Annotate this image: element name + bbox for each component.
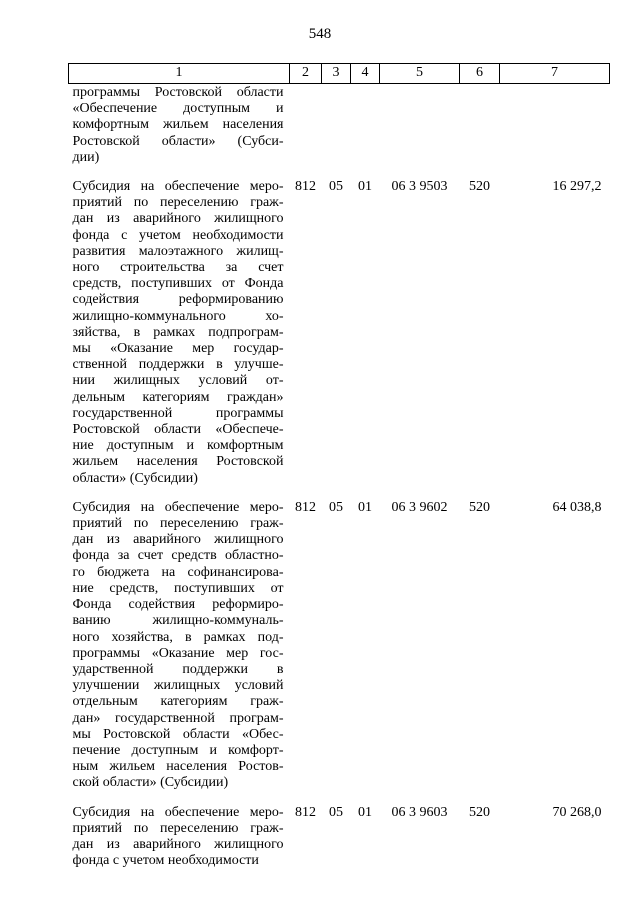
item-name-cell: [69, 499, 290, 804]
item-name-cell: [69, 178, 290, 499]
item-name-line: ской области» (Субсидии): [72, 775, 229, 791]
item-name-line: дан» государственной програм-: [72, 710, 284, 726]
table-row: [69, 84, 610, 179]
header-col-5: 5: [380, 64, 460, 84]
table-row: [69, 499, 610, 804]
header-col-7: 7: [500, 64, 610, 84]
table-row: [69, 804, 610, 882]
item-name-line: нии жилищных условий от-: [72, 373, 284, 389]
item-name-line: фонда за счет средств областно-: [72, 548, 284, 564]
item-name-line: государственной программы: [72, 405, 284, 421]
section-cell: 05: [329, 804, 343, 820]
table-row: [69, 178, 610, 499]
item-name-line: мы «Оказание мер государ-: [72, 341, 284, 357]
item-name-line: го бюджета на софинансирова-: [72, 564, 284, 580]
item-name-line: развития малоэтажного жилищ-: [72, 243, 284, 259]
gov-code-cell: 812: [295, 804, 316, 820]
item-name-line: фонда с учетом необходимости: [72, 227, 284, 243]
item-name-line: приятий по переселению граж-: [72, 195, 284, 211]
subsection-cell: [351, 84, 380, 179]
item-name-line: ственной поддержки в улучше-: [72, 357, 284, 373]
item-name-line: «Обеспечение доступным и: [72, 101, 284, 117]
item-name-line: программы Ростовской области: [72, 85, 284, 100]
item-name-line: ванию жилищно-коммуналь-: [72, 613, 284, 629]
amount-cell: 16 297,2: [552, 179, 602, 195]
amount-cell: 64 038,8: [552, 499, 602, 515]
item-name-line: ние средств, поступивших от: [72, 580, 284, 596]
subsection-cell: 01: [358, 179, 372, 195]
expense-type-cell: 520: [469, 804, 490, 820]
item-name-line: жилищно-коммунального хо-: [72, 308, 284, 324]
target-article-cell: [380, 84, 460, 179]
section-cell: 05: [329, 499, 343, 515]
item-name-line: Субсидия на обеспечение меро-: [72, 804, 284, 820]
item-name-line: зяйства, в рамках подпрограм-: [72, 324, 284, 340]
header-col-6: 6: [460, 64, 500, 84]
item-name-line: дан из аварийного жилищного: [72, 836, 284, 852]
item-name-line: содействия реформированию: [72, 292, 284, 308]
subsection-cell: 01: [358, 499, 372, 515]
item-name-line: отдельным категориям граж-: [72, 694, 284, 710]
item-name-line: мы Ростовской области «Обес-: [72, 726, 284, 742]
item-name-line: дан из аварийного жилищного: [72, 532, 284, 548]
budget-table: [68, 63, 610, 881]
item-name-line: средств, поступивших от Фонда: [72, 276, 284, 292]
gov-code-cell: 812: [295, 499, 316, 515]
section-cell: 05: [329, 179, 343, 195]
header-col-2: 2: [290, 64, 322, 84]
expense-type-cell: 520: [469, 499, 490, 515]
amount-cell: [500, 84, 610, 179]
item-name-line: фонда с учетом необходимости: [72, 853, 259, 869]
item-name-line: приятий по переселению граж-: [72, 820, 284, 836]
item-name-line: ударственной поддержки в: [72, 661, 284, 677]
header-col-3: 3: [322, 64, 351, 84]
header-row: [69, 64, 610, 84]
amount-cell: 70 268,0: [552, 804, 602, 820]
item-name-line: ным жильем населения Ростов-: [72, 759, 284, 775]
item-name-line: комфортным жильем населения: [72, 117, 284, 133]
expense-type-cell: 520: [469, 179, 490, 195]
item-name-line: дан из аварийного жилищного: [72, 211, 284, 227]
item-name-cell: [69, 84, 290, 179]
item-name-line: печение доступным и комфорт-: [72, 742, 284, 758]
table-body: [69, 84, 610, 882]
item-name-line: жильем населения Ростовской: [72, 454, 284, 470]
item-name-line: ного строительства за счет: [72, 260, 284, 276]
subsection-cell: 01: [358, 804, 372, 820]
item-name-cell: [69, 804, 290, 882]
gov-code-cell: 812: [295, 179, 316, 195]
expense-type-cell: [460, 84, 500, 179]
gov-code-cell: [290, 84, 322, 179]
item-name-line: программы «Оказание мер гос-: [72, 645, 284, 661]
item-name-line: улучшении жилищных условий: [72, 678, 284, 694]
target-article-cell: 06 3 9603: [391, 804, 448, 820]
item-name-line: ного хозяйства, в рамках под-: [72, 629, 284, 645]
target-article-cell: 06 3 9503: [391, 179, 448, 195]
target-article-cell: 06 3 9602: [391, 499, 448, 515]
page-number: 548: [308, 26, 332, 42]
header-col-1: 1: [69, 64, 290, 84]
section-cell: [322, 84, 351, 179]
item-name-line: Ростовской области «Обеспече-: [72, 422, 284, 438]
item-name-line: Ростовской области» (Субси-: [72, 133, 284, 149]
item-name-line: Субсидия на обеспечение меро-: [72, 179, 284, 195]
item-name-line: дельным категориям граждан»: [72, 389, 284, 405]
item-name-line: дии): [72, 149, 100, 165]
item-name-line: ние доступным и комфортным: [72, 438, 284, 454]
item-name-line: Фонда содействия реформиро-: [72, 597, 284, 613]
item-name-line: приятий по переселению граж-: [72, 516, 284, 532]
header-col-4: 4: [351, 64, 380, 84]
item-name-line: Субсидия на обеспечение меро-: [72, 499, 284, 515]
item-name-line: области» (Субсидии): [72, 470, 198, 486]
